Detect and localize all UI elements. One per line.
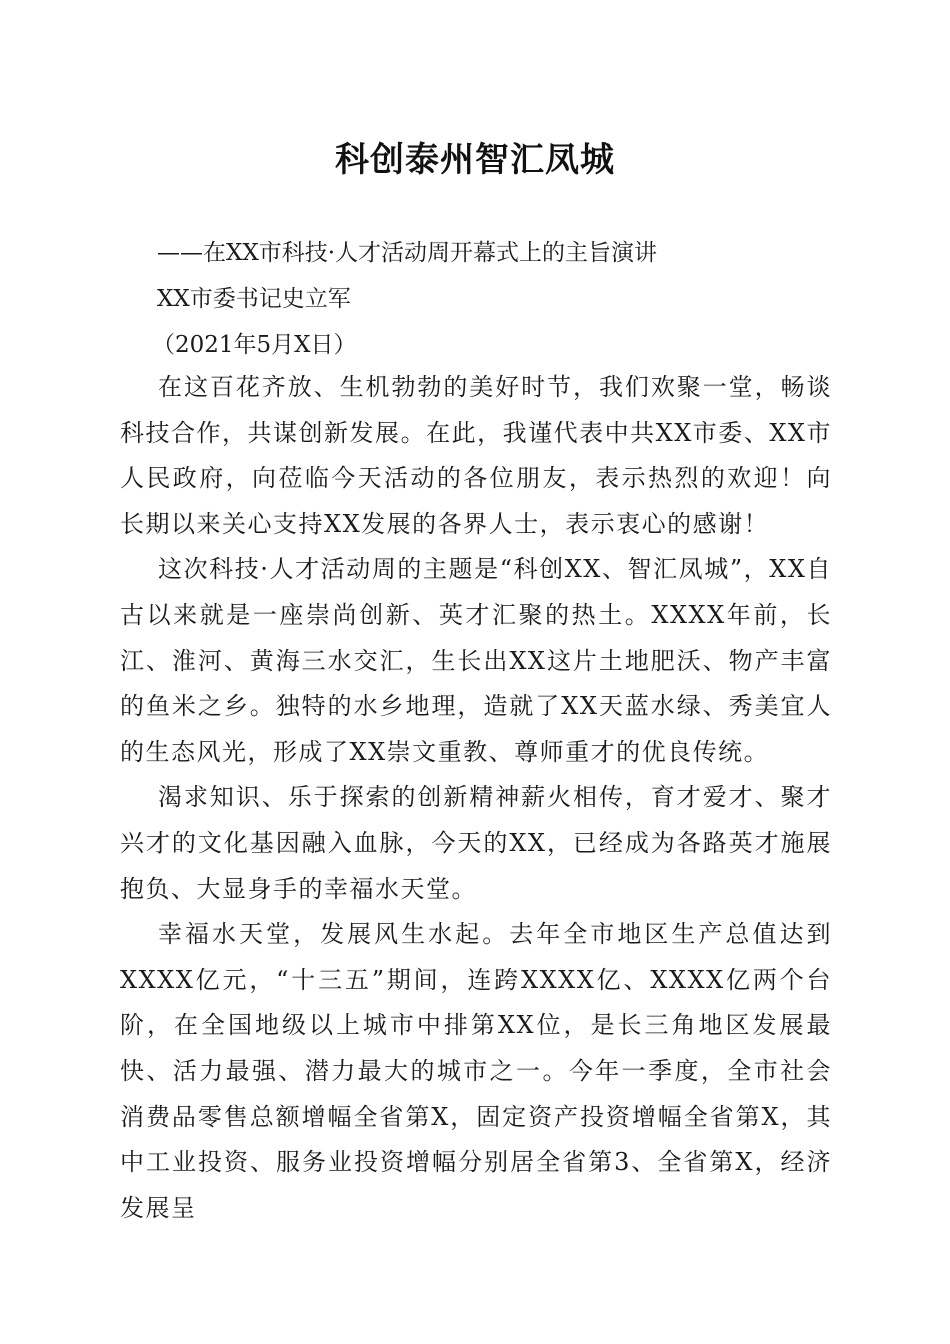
document-body	[120, 365, 832, 1231]
body-paragraph: 幸福水天堂，发展风生水起。去年全市地区生产总值达到XXXX亿元，“十三五”期间，连跨XXXX亿、XXXX亿两个台阶，在全国地级以上城市中排第XX位，是长三角地区发展最快、活力最强、潜力最大的城市之一。今年一季度，全市社会消费品零售总额增幅全省第X，固定资产投资增幅全省第X，其中工业投资、服务业投资增幅分别居全省第3、全省第X，经济发展呈	[120, 920, 832, 1222]
document-author: XX市委书记史立军	[157, 286, 351, 312]
body-paragraph: 这次科技·人才活动周的主题是“科创XX、智汇凤城”，XX自古以来就是一座崇尚创新、英才汇聚的热土。XXXX年前，长江、淮河、黄海三水交汇，生长出XX这片土地肥沃、物产丰富的鱼米之乡。独特的水乡地理，造就了XX天蓝水绿、秀美宜人的生态风光，形成了XX崇文重教、尊师重才的优良传统。	[120, 555, 832, 766]
document-subtitle: ——在XX市科技·人才活动周开幕式上的主旨演讲	[157, 240, 658, 266]
document-title: 科创泰州智汇凤城	[335, 140, 615, 180]
document-date: （2021年5月X日）	[152, 332, 357, 358]
body-paragraph: 在这百花齐放、生机勃勃的美好时节，我们欢聚一堂，畅谈科技合作，共谋创新发展。在此，我谨代表中共XX市委、XX市人民政府，向莅临今天活动的各位朋友，表示热烈的欢迎！向长期以来关心支持XX发展的各界人士，表示衷心的感谢！	[120, 373, 832, 538]
body-paragraph: 渴求知识、乐于探索的创新精神薪火相传，育才爱才、聚才兴才的文化基因融入血脉，今天的XX，已经成为各路英才施展抱负、大显身手的幸福水天堂。	[120, 783, 832, 903]
